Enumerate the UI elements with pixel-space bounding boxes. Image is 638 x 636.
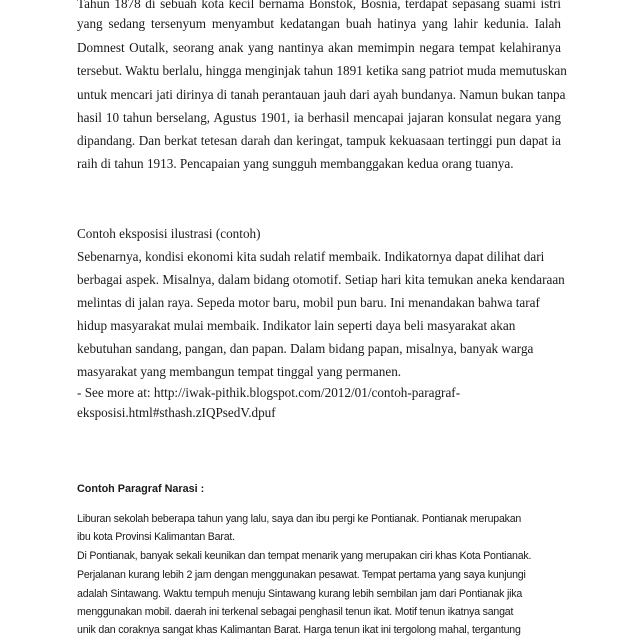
text-line: yang sedang tersenyum menyambut kedatangan buah hatinya yang lahir kedunia. Ialah bbox=[77, 16, 561, 31]
text-line: menggunakan mobil. daerah ini terkenal sebagai penghasil tenun ikat. Motif tenun ikatnya sangat bbox=[77, 606, 514, 618]
source-link-line: eksposisi.html#sthash.zIQPsedV.dpuf bbox=[77, 405, 276, 420]
text-line: dipandang. Dan berkat tetesan darah dan keringat, tampuk kekuasaan tertinggi pun dapat ia bbox=[77, 133, 561, 148]
text-line: Tahun 1878 di sebuah kota kecil bernama Bonstok, Bosnia, terdapat sepasang suami istri bbox=[77, 0, 561, 11]
text-line: raih di tahun 1913. Pencapaian yang sungguh membanggakan kedua orang tuanya. bbox=[77, 156, 514, 171]
text-line: kebutuhan sandang, pangan, dan papan. Dalam bidang papan, misalnya, banyak warga bbox=[77, 341, 534, 356]
text-line: hasil 10 tahun berselang, Agustus 1901, ia berhasil mencapai jajaran konsulat negara yang bbox=[77, 110, 561, 125]
text-line: masyarakat yang membangun tempat tinggal yang permanen. bbox=[77, 364, 402, 379]
text-line: Domnest Outalk, seorang anak yang nantinya akan memimpin negara tempat kelahiranya bbox=[77, 40, 561, 55]
text-line: Perjalanan kurang lebih 2 jam dengan menggunakan pesawat. Tempat pertama yang saya kunjungi bbox=[77, 569, 526, 581]
text-line: Liburan sekolah beberapa tahun yang lalu, saya dan ibu pergi ke Pontianak. Pontianak merupakan bbox=[77, 513, 522, 525]
text-line: ibu kota Provinsi Kalimantan Barat. bbox=[77, 531, 235, 543]
text-line: untuk mencari jati dirinya di tanah perantauan jauh dari ayah bundanya. Namun bukan tanpa bbox=[77, 87, 566, 102]
text-line: berbagai aspek. Misalnya, dalam bidang otomotif. Setiap hari kita temukan aneka kendaraan bbox=[77, 272, 565, 287]
text-line: Sebenarnya, kondisi ekonomi kita sudah relatif membaik. Indikatornya dapat dilihat dari bbox=[77, 249, 545, 264]
text-line: Di Pontianak, banyak sekali keunikan dan tempat menarik yang merupakan ciri khas Kota Pontianak. bbox=[77, 550, 532, 562]
section-title: Contoh eksposisi ilustrasi (contoh) bbox=[77, 226, 261, 241]
section-heading: Contoh Paragraf Narasi : bbox=[77, 483, 205, 495]
text-line: melintas di jalan raya. Sepeda motor baru, mobil pun baru. Ini menandakan bahwa taraf bbox=[77, 295, 540, 310]
text-line: unik dan coraknya sangat khas Kalimantan Barat. Harga tenun ikat ini tergolong mahal, tergantung bbox=[77, 624, 521, 636]
text-line: tersebut. Waktu berlalu, hingga menginjak tahun 1891 ketika sang patriot muda memutuskan bbox=[77, 63, 567, 78]
text-line: adalah Sintawang. Waktu tempuh menuju Sintawang kurang lebih sembilan jam dari Pontianak jika bbox=[77, 588, 523, 600]
source-link-line: - See more at: http://iwak-pithik.blogspot.com/2012/01/contoh-paragraf- bbox=[77, 385, 461, 400]
text-line: hidup masyarakat mulai membaik. Indikator lain seperti daya beli masyarakat akan bbox=[77, 318, 516, 333]
